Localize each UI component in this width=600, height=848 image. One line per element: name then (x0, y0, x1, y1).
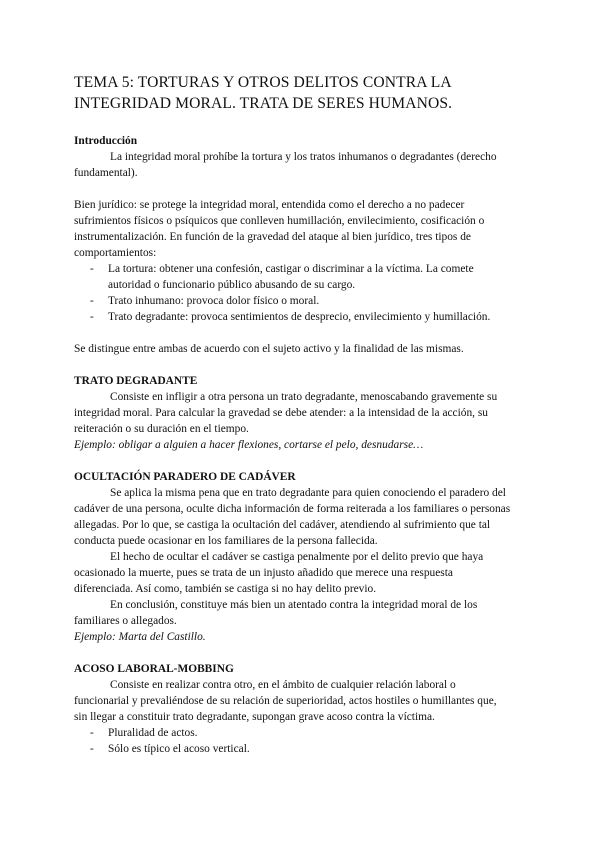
intro-paragraph-1: La integridad moral prohíbe la tortura y los tratos inhumanos o degradantes (derecho fundamental). (74, 151, 497, 179)
bullet-dash: - (90, 743, 94, 755)
ocultacion-paragraph-2: El hecho de ocultar el cadáver se castiga penalmente por el delito previo que haya ocasionado la muerte, pues se trata de un injusto añadido que merece una respuesta diferenciada. Así como, también se castiga si no hay delito previo. (74, 551, 484, 595)
acoso-paragraph: Consiste en realizar contra otro, en el ámbito de cualquier relación laboral o funcionarial y prevaliéndose de su relación de superioridad, actos hostiles o humillantes que, sin llegar a constituir trato degradante, supongan grave acoso contra la víctima. (74, 679, 497, 723)
intro-paragraph-3: Se distingue entre ambas de acuerdo con el sujeto activo y la finalidad de las mismas. (74, 343, 464, 355)
bullet-dash: - (90, 295, 94, 307)
ocultacion-paragraph-3: En conclusión, constituye más bien un atentado contra la integridad moral de los familiares o allegados. (74, 599, 478, 627)
list-item-text: Pluralidad de actos. (108, 727, 198, 739)
ocultacion-paragraph-1: Se aplica la misma pena que en trato degradante para quien conociendo el paradero del cadáver de una persona, oculte dicha información de forma reiterada a los familiares o personas allegadas. Por lo que, se castiga la ocultación del cadáver, atendiendo al sufrimiento que tal conducta puede ocasionar en los familiares de la persona fallecida. (74, 487, 511, 547)
trato-heading: TRATO DEGRADANTE (74, 375, 198, 387)
list-item (74, 293, 512, 309)
page-title: TEMA 5: TORTURAS Y OTROS DELITOS CONTRA LA INTEGRIDAD MORAL. TRATA DE SERES HUMANOS. (74, 74, 453, 112)
acoso-list (74, 725, 512, 757)
list-item (74, 261, 512, 293)
intro-list (74, 261, 512, 325)
bullet-dash: - (90, 311, 94, 323)
intro-heading: Introducción (74, 135, 138, 147)
trato-example: Ejemplo: obligar a alguien a hacer flexiones, cortarse el pelo, desnudarse… (74, 439, 424, 451)
list-item (74, 725, 512, 741)
acoso-heading: ACOSO LABORAL-MOBBING (74, 663, 234, 675)
trato-paragraph: Consiste en infligir a otra persona un trato degradante, menoscabando gravemente su integridad moral. Para calcular la gravedad se debe atender: a la intensidad de la acción, su reiteración o su duración en el tiempo. (74, 391, 498, 435)
list-item-text: Trato degradante: provoca sentimientos de desprecio, envilecimiento y humillación. (108, 311, 491, 323)
ocultacion-example: Ejemplo: Marta del Castillo. (74, 631, 206, 643)
ocultacion-heading: OCULTACIÓN PARADERO DE CADÁVER (74, 471, 296, 483)
list-item (74, 741, 512, 757)
bullet-dash: - (90, 727, 94, 739)
list-item-text: Trato inhumano: provoca dolor físico o moral. (108, 295, 320, 307)
list-item-text: Sólo es típico el acoso vertical. (108, 743, 250, 755)
list-item (74, 309, 512, 325)
intro-paragraph-2: Bien jurídico: se protege la integridad moral, entendida como el derecho a no padecer sufrimientos físicos o psíquicos que conlleven humillación, envilecimiento, cosificación o instrumentalización. En función de la gravedad del ataque al bien jurídico, tres tipos de comportamientos: (74, 199, 485, 259)
bullet-dash: - (90, 263, 94, 275)
list-item-text: La tortura: obtener una confesión, castigar o discriminar a la víctima. La comete autoridad o funcionario público abusando de su cargo. (108, 263, 474, 291)
